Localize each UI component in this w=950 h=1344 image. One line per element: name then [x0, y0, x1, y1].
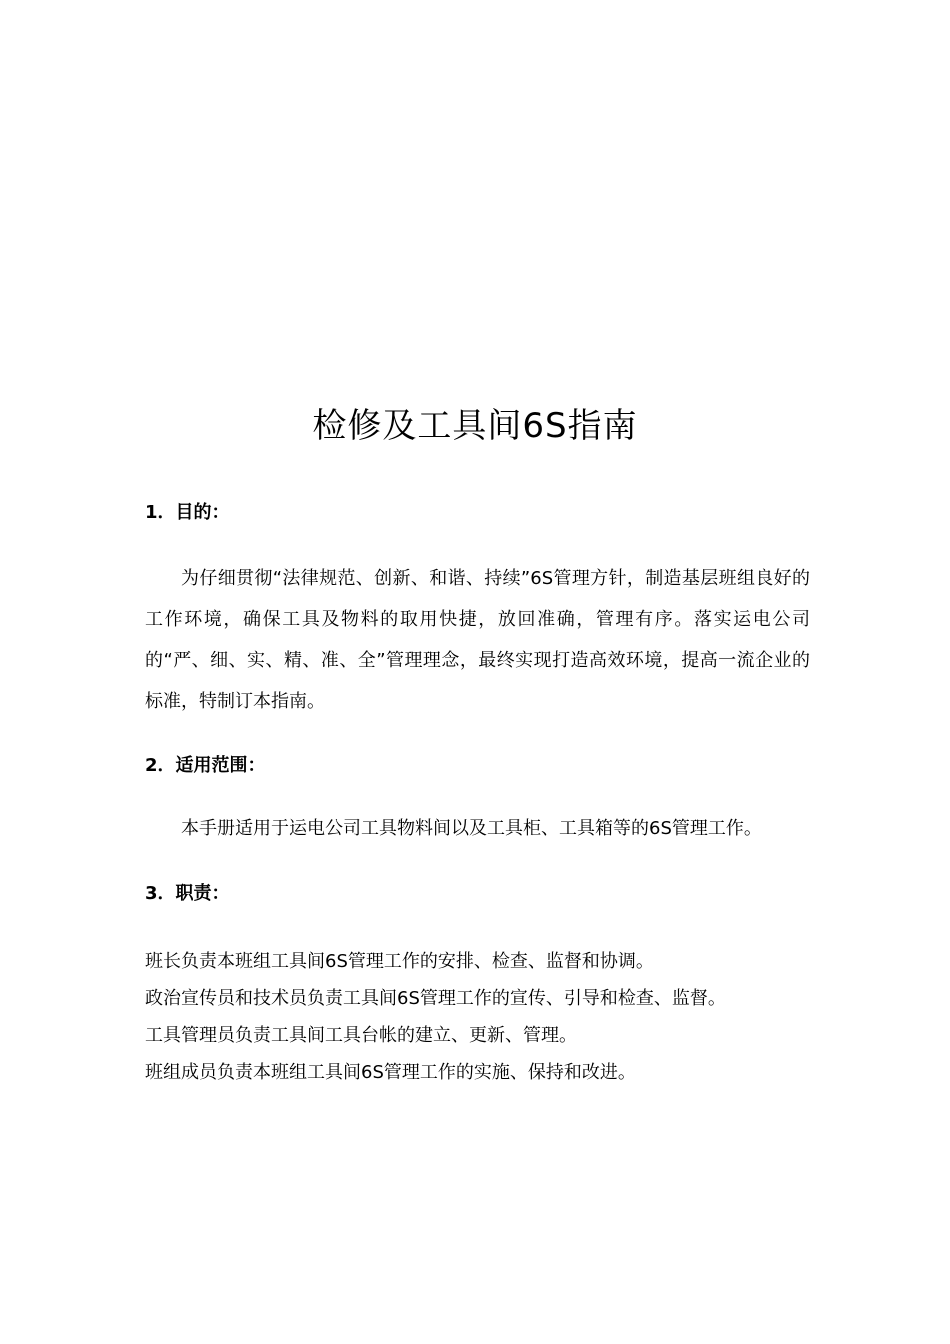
list-item: 班长负责本班组工具间6S管理工作的安排、检查、监督和协调。	[145, 951, 654, 972]
document-title: 检修及工具间6S指南	[312, 406, 638, 446]
section-heading-scope: 2．适用范围：	[145, 755, 266, 776]
list-item: 政治宣传员和技术员负责工具间6S管理工作的宣传、引导和检查、监督。	[145, 988, 726, 1009]
list-item: 班组成员负责本班组工具间6S管理工作的实施、保持和改进。	[145, 1062, 636, 1083]
responsibilities-list	[145, 943, 810, 1091]
section-heading-responsibilities: 3．职责：	[145, 883, 230, 904]
section-paragraph-scope: 本手册适用于运电公司工具物料间以及工具柜、工具箱等的6S管理工作。	[181, 818, 762, 839]
section-heading-purpose: 1．目的：	[145, 502, 230, 523]
section-paragraph-purpose: 为仔细贯彻“法律规范、创新、和谐、持续”6S管理方针，制造基层班组良好的工作环境，确保工具及物料的取用快捷，放回准确，管理有序。落实运电公司的“严、细、实、精、准、全”管理理念，最终实现打造高效环境，提高一流企业的标准，特制订本指南。	[145, 568, 810, 712]
list-item: 工具管理员负责工具间工具台帐的建立、更新、管理。	[145, 1025, 577, 1046]
